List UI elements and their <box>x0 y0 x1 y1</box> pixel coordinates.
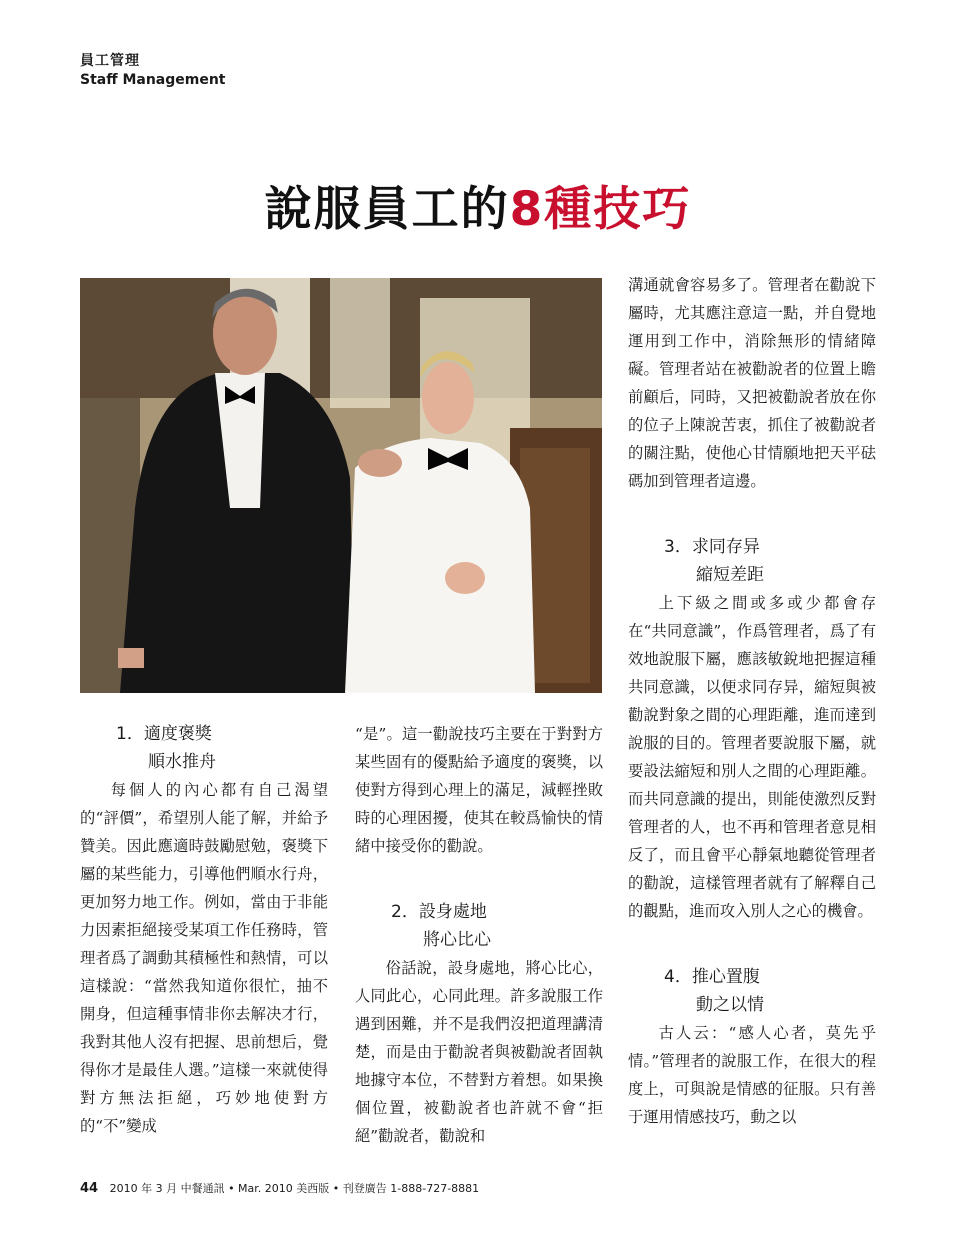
section-header <box>80 50 226 88</box>
paragraph: “是”。這一勸說技巧主要在于對對方某些固有的優點給予適度的褒獎，以使對方得到心理上的滿足，減輕挫敗時的心理困擾，使其在較爲愉快的情緒中接受你的勸說。 <box>355 725 603 855</box>
subheading-3-line2: 縮短差距 <box>696 565 764 585</box>
article-column-3 <box>628 271 876 1131</box>
paragraph: 溝通就會容易多了。管理者在勸說下屬時，尤其應注意這一點，并自覺地運用到工作中，消除無形的情緒障礙。管理者站在被勸說者的位置上瞻前顧后，同時，又把被勸說者放在你的位子上陳說苦衷，抓住了被勸說者的關注點，使他心甘情願地把天平砝碼加到管理者這邊。 <box>628 276 876 490</box>
paragraph: 上下級之間或多或少都會存在“共同意識”，作爲管理者，爲了有效地說服下屬，應該敏銳地把握這種共同意識，以便求同存异，縮短與被勸說對象之間的心理距離，進而達到說服的目的。管理者要說服下屬，就要設法縮短和別人之間的心理距離。而共同意識的提出，則能使激烈反對管理者的人，也不再和管理者意見相反了，而且會平心靜氣地聽從管理者的勸說，這樣管理者就有了解釋自己的觀點，進而攻入別人之心的機會。 <box>628 594 876 920</box>
subheading-4-line1: 4．推心置腹 <box>664 967 760 987</box>
section-title-en: Staff Management <box>80 72 226 88</box>
subheading-3-line1: 3．求同存异 <box>664 537 760 557</box>
paragraph: 俗話說，設身處地，將心比心，人同此心，心同此理。許多說服工作遇到困難，并不是我們沒把道理講清楚，而是由于勸說者與被勸說者固執地據守本位，不替對方着想。如果換個位置，被勸說者也許就不會“拒絕”勸說者，勸說和 <box>355 959 603 1145</box>
article-column-1 <box>80 720 328 1140</box>
subheading-2-line2: 將心比心 <box>423 930 491 950</box>
article-title <box>0 172 956 239</box>
footer-info: 2010 年 3 月 中餐通訊 • Mar. 2010 美西版 • 刊登廣告 1-888-727-8881 <box>109 1182 480 1195</box>
article-photo <box>80 278 602 693</box>
subheading-3 <box>628 533 876 589</box>
page-number: 44 <box>80 1181 99 1196</box>
subheading-1-line2: 順水推舟 <box>148 752 216 772</box>
article-title-main: 說服員工的 <box>264 182 510 237</box>
page-footer <box>80 1180 479 1196</box>
subheading-2-line1: 2．設身處地 <box>391 902 487 922</box>
paragraph: 古人云：“感人心者，莫先乎情。”管理者的說服工作，在很大的程度上，可與說是情感的征服。只有善于運用情感技巧，動之以 <box>628 1024 876 1126</box>
subheading-4-line2: 動之以情 <box>696 995 764 1015</box>
article-title-highlight: 8種技巧 <box>509 182 692 237</box>
subheading-2 <box>355 898 603 954</box>
article-column-2 <box>355 720 603 1150</box>
subheading-4 <box>628 963 876 1019</box>
subheading-1-line1: 1．適度褒獎 <box>116 724 212 744</box>
subheading-1 <box>80 720 328 776</box>
paragraph: 每個人的內心都有自己渴望的“評價”，希望別人能了解，并給予贊美。因此應適時鼓勵慰勉，褒獎下屬的某些能力，引導他們順水行舟，更加努力地工作。例如，當由于非能力因素拒絕接受某項工作任務時，管理者爲了調動其積極性和熱情，可以這樣說：“當然我知道你很忙，抽不開身，但這種事情非你去解决才行，我對其他人沒有把握、思前想后，覺得你才是最佳人選。”這樣一來就使得對方無法拒絕，巧妙地使對方的“不”變成 <box>80 781 328 1135</box>
photo-illustration <box>80 278 602 693</box>
section-title-zh: 員工管理 <box>80 53 140 69</box>
